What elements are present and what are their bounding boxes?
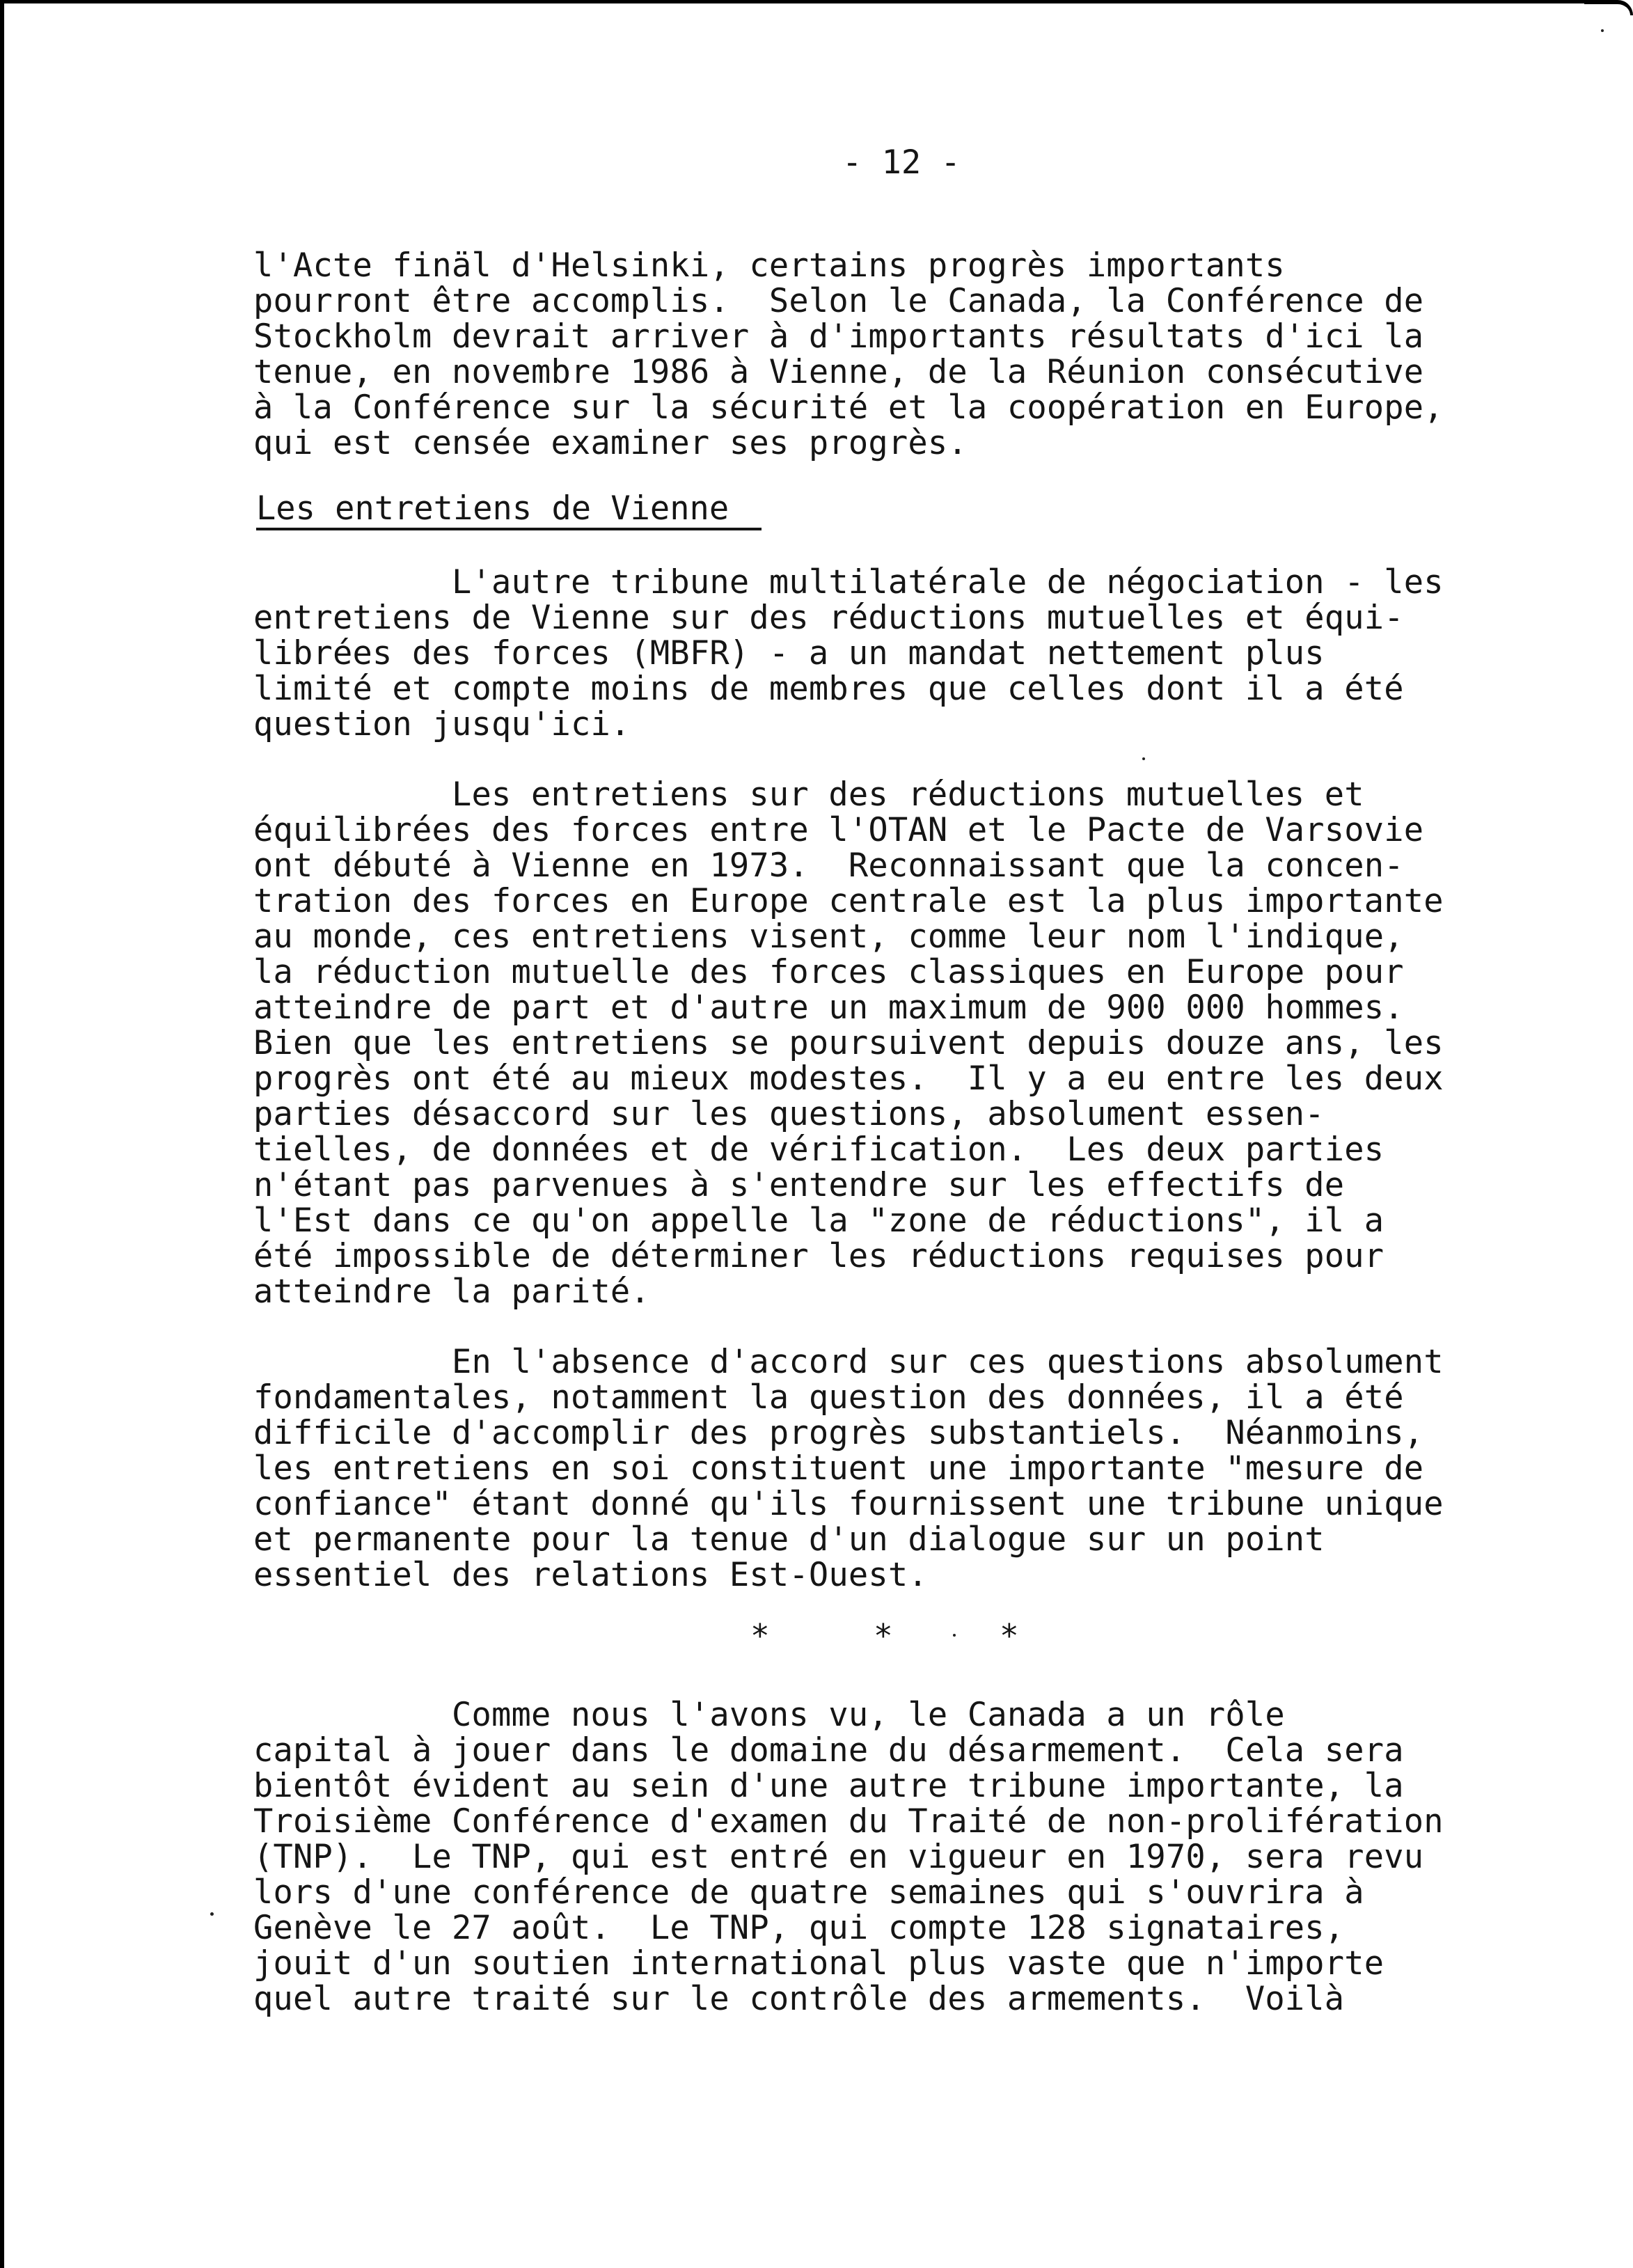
text-line: qui est censée examiner ses progrès. xyxy=(253,424,968,462)
section-heading: Les entretiens de Vienne xyxy=(256,489,729,528)
text-line: En l'absence d'accord sur ces questions absolument xyxy=(253,1343,1444,1381)
heading-underline xyxy=(256,528,762,530)
text-line: équilibrées des forces entre l'OTAN et le Pacte de Varsovie xyxy=(253,811,1424,849)
separator-asterisk-1: * xyxy=(750,1617,770,1655)
text-line: Stockholm devrait arriver à d'importants résultats d'ici la xyxy=(253,317,1424,356)
text-line: ont débuté à Vienne en 1973. Reconnaissant que la concen- xyxy=(253,846,1404,885)
text-line: confiance" étant donné qu'ils fournissent une tribune unique xyxy=(253,1485,1444,1523)
text-line: et permanente pour la tenue d'un dialogue sur un point xyxy=(253,1520,1325,1559)
text-line: capital à jouer dans le domaine du désarmement. Cela sera xyxy=(253,1731,1404,1770)
text-line: atteindre de part et d'autre un maximum de 900 000 hommes. xyxy=(253,989,1404,1027)
text-line: entretiens de Vienne sur des réductions mutuelles et équi- xyxy=(253,599,1404,637)
text-line: au monde, ces entretiens visent, comme leur nom l'indique, xyxy=(253,918,1404,956)
text-line: parties désaccord sur les questions, absolument essen- xyxy=(253,1095,1325,1133)
scan-left-edge xyxy=(0,0,4,2268)
text-line: été impossible de déterminer les réductions requises pour xyxy=(253,1237,1384,1275)
separator-asterisk-2: * xyxy=(874,1617,893,1655)
text-line: question jusqu'ici. xyxy=(253,705,631,743)
text-line: tenue, en novembre 1986 à Vienne, de la Réunion consécutive xyxy=(253,353,1424,391)
text-line: L'autre tribune multilatérale de négociation - les xyxy=(253,563,1444,601)
scan-speck xyxy=(1142,757,1145,760)
text-line: tration des forces en Europe centrale est la plus importante xyxy=(253,882,1444,920)
text-line: Bien que les entretiens se poursuivent depuis douze ans, les xyxy=(253,1024,1444,1062)
text-line: limité et compte moins de membres que celles dont il a été xyxy=(253,670,1404,708)
text-line: tielles, de données et de vérification. Les deux parties xyxy=(253,1131,1384,1169)
text-line: progrès ont été au mieux modestes. Il y a eu entre les deux xyxy=(253,1060,1444,1098)
text-line: fondamentales, notamment la question des données, il a été xyxy=(253,1378,1404,1417)
text-line: atteindre la parité. xyxy=(253,1273,650,1311)
scan-top-edge xyxy=(0,0,1594,3)
paragraph-mbfr-intro xyxy=(253,565,1520,742)
text-line: bientôt évident au sein d'une autre tribune importante, la xyxy=(253,1767,1404,1805)
page-number: - 12 - xyxy=(842,143,961,182)
text-line: l'Est dans ce qu'on appelle la "zone de réductions", il a xyxy=(253,1202,1384,1240)
text-line: lors d'une conférence de quatre semaines qui s'ouvrira à xyxy=(253,1873,1364,1912)
text-line: Comme nous l'avons vu, le Canada a un rôle xyxy=(253,1696,1285,1734)
text-line: les entretiens en soi constituent une importante "mesure de xyxy=(253,1449,1424,1488)
text-line: à la Conférence sur la sécurité et la coopération en Europe, xyxy=(253,388,1444,427)
paragraph-mbfr-details xyxy=(253,777,1520,1309)
paragraph-confidence-measure xyxy=(253,1344,1520,1593)
text-line: Les entretiens sur des réductions mutuelles et xyxy=(253,775,1364,814)
scan-top-corner xyxy=(1584,0,1633,15)
text-line: quel autre traité sur le contrôle des armements. Voilà xyxy=(253,1980,1345,2018)
text-line: n'étant pas parvenues à s'entendre sur les effectifs de xyxy=(253,1166,1345,1204)
text-line: (TNP). Le TNP, qui est entré en vigueur en 1970, sera revu xyxy=(253,1838,1424,1876)
text-line: essentiel des relations Est-Ouest. xyxy=(253,1556,928,1594)
separator-asterisk-3: * xyxy=(1000,1617,1019,1655)
text-line: librées des forces (MBFR) - a un mandat nettement plus xyxy=(253,634,1325,672)
text-line: l'Acte finäl d'Helsinki, certains progrès importants xyxy=(253,246,1285,285)
text-line: la réduction mutuelle des forces classiques en Europe pour xyxy=(253,953,1404,991)
text-line: pourront être accomplis. Selon le Canada, la Conférence de xyxy=(253,282,1424,320)
paragraph-helsinki xyxy=(253,248,1520,461)
scan-speck xyxy=(953,1634,956,1637)
text-line: Genève le 27 août. Le TNP, qui compte 128 signataires, xyxy=(253,1909,1345,1947)
scan-speck xyxy=(210,1912,214,1916)
text-line: jouit d'un soutien international plus vaste que n'importe xyxy=(253,1944,1384,1983)
paragraph-npt xyxy=(253,1697,1520,2017)
scan-speck xyxy=(1601,29,1604,32)
text-line: difficile d'accomplir des progrès substantiels. Néanmoins, xyxy=(253,1414,1424,1452)
text-line: Troisième Conférence d'examen du Traité de non-prolifération xyxy=(253,1802,1444,1841)
